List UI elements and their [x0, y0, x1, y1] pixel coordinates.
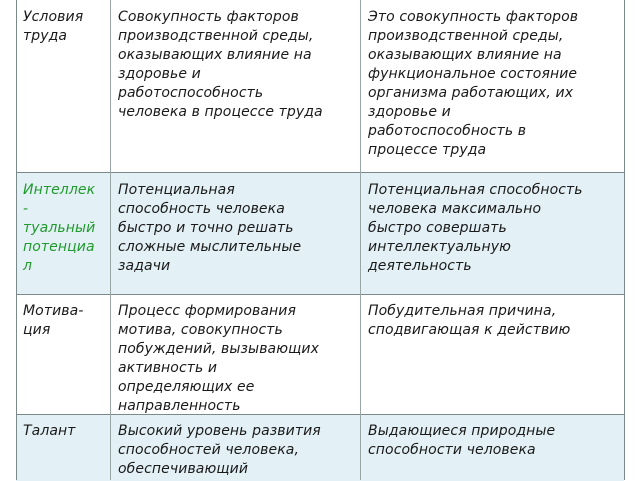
- column-divider: [110, 0, 111, 480]
- term-cell: Талант: [23, 423, 76, 439]
- term-cell: Интеллек - туальный потенциа л: [23, 182, 96, 274]
- definition-cell: Совокупность факторов производственной среды, оказывающих влияние на здоровье и работоспособность человека в процессе труда: [118, 9, 323, 120]
- definition-cell: Высокий уровень развития способностей человека, обеспечивающий: [118, 423, 321, 477]
- definition-cell: Потенциальная способность человека быстро и точно решать сложные мыслительные задачи: [118, 182, 302, 274]
- term-cell: Мотива- ция: [23, 303, 84, 338]
- definition-cell: Процесс формирования мотива, совокупность побуждений, вызывающих активность и определяющих ее направленность: [118, 303, 319, 414]
- term-cell: Условия труда: [23, 9, 84, 44]
- definition-cell: Это совокупность факторов производственной среды, оказывающих влияние на функциональное состояние организма работающих, их здоровье и работоспособность в процессе труда: [368, 9, 579, 158]
- column-divider: [360, 0, 361, 480]
- definition-cell: Потенциальная способность человека максимально быстро совершать интеллектуальную деятельность: [368, 182, 583, 274]
- definition-cell: Побудительная причина, сподвигающая к действию: [368, 303, 571, 338]
- definition-cell: Выдающиеся природные способности человека: [368, 423, 556, 458]
